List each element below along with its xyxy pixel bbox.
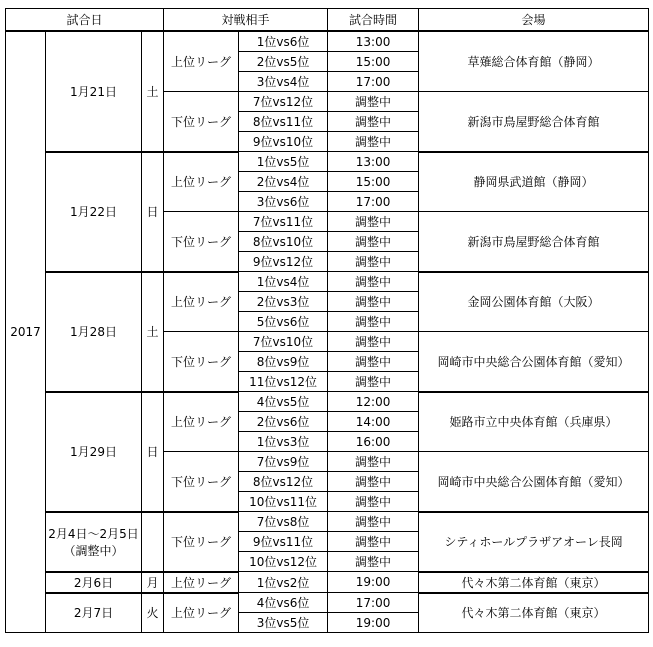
time-cell: 調整中: [328, 252, 419, 272]
matchup-cell: 10位vs11位: [239, 492, 328, 512]
time-cell: 調整中: [328, 372, 419, 392]
weekday-cell: 月: [142, 572, 164, 593]
matchup-cell: 1位vs2位: [239, 572, 328, 593]
time-cell: 調整中: [328, 512, 419, 532]
matchup-cell: 9位vs12位: [239, 252, 328, 272]
time-cell: 調整中: [328, 552, 419, 572]
venue-cell: 姫路市立中央体育館（兵庫県）: [419, 392, 649, 452]
weekday-cell: 土: [142, 272, 164, 392]
year-cell: 2017: [6, 31, 46, 633]
matchup-cell: 11位vs12位: [239, 372, 328, 392]
matchup-cell: 2位vs4位: [239, 172, 328, 192]
table-row: [6, 272, 649, 292]
league-cell: 下位リーグ: [164, 452, 239, 512]
time-cell: 調整中: [328, 532, 419, 552]
league-cell: 上位リーグ: [164, 152, 239, 212]
league-cell: 下位リーグ: [164, 512, 239, 572]
date-label: 2月7日: [73, 606, 114, 621]
weekday-cell: 火: [142, 593, 164, 633]
matchup-cell: 5位vs6位: [239, 312, 328, 332]
matchup-cell: 8位vs11位: [239, 112, 328, 132]
date-label: 2月4日～2月5日: [48, 526, 139, 541]
table-row: [6, 593, 649, 613]
table-row: [6, 512, 649, 532]
matchup-cell: 9位vs10位: [239, 132, 328, 152]
table-row: [6, 392, 649, 412]
weekday-cell: 日: [142, 152, 164, 272]
matchup-cell: 1位vs6位: [239, 31, 328, 52]
venue-cell: 岡崎市中央総合公園体育館（愛知）: [419, 332, 649, 392]
date-note: （調整中）: [63, 543, 124, 558]
time-cell: 調整中: [328, 352, 419, 372]
schedule-body: [6, 31, 649, 633]
matchup-cell: 4位vs6位: [239, 593, 328, 613]
matchup-cell: 3位vs4位: [239, 72, 328, 92]
time-cell: 調整中: [328, 92, 419, 112]
time-cell: 調整中: [328, 232, 419, 252]
time-cell: 19:00: [328, 613, 419, 633]
table-row: [6, 152, 649, 172]
matchup-cell: 2位vs5位: [239, 52, 328, 72]
matchup-cell: 8位vs10位: [239, 232, 328, 252]
date-cell: [46, 152, 142, 272]
matchup-cell: 1位vs3位: [239, 432, 328, 452]
weekday-cell: [142, 512, 164, 572]
matchup-cell: 3位vs6位: [239, 192, 328, 212]
matchup-cell: 7位vs11位: [239, 212, 328, 232]
venue-cell: 新潟市鳥屋野総合体育館: [419, 92, 649, 152]
league-cell: 上位リーグ: [164, 272, 239, 332]
time-cell: 17:00: [328, 72, 419, 92]
time-cell: 調整中: [328, 332, 419, 352]
time-cell: 19:00: [328, 572, 419, 593]
table-row: [6, 31, 649, 52]
weekday-cell: 日: [142, 392, 164, 512]
date-cell: [46, 272, 142, 392]
venue-cell: 新潟市鳥屋野総合体育館: [419, 212, 649, 272]
date-label: 1月29日: [70, 445, 117, 459]
time-cell: 13:00: [328, 152, 419, 172]
matchup-cell: 2位vs6位: [239, 412, 328, 432]
matchup-cell: 7位vs10位: [239, 332, 328, 352]
time-cell: 調整中: [328, 272, 419, 292]
matchup-cell: 1位vs5位: [239, 152, 328, 172]
league-cell: 下位リーグ: [164, 212, 239, 272]
header-venue: 会場: [419, 9, 649, 32]
date-cell: [46, 512, 142, 572]
venue-cell: 静岡県武道館（静岡）: [419, 152, 649, 212]
table-row: [6, 572, 649, 593]
date-cell: [46, 572, 142, 593]
time-cell: 調整中: [328, 212, 419, 232]
time-cell: 調整中: [328, 472, 419, 492]
time-cell: 13:00: [328, 31, 419, 52]
matchup-cell: 7位vs8位: [239, 512, 328, 532]
time-cell: 17:00: [328, 192, 419, 212]
time-cell: 14:00: [328, 412, 419, 432]
league-cell: 上位リーグ: [164, 593, 239, 633]
venue-cell: シティホールプラザアオーレ長岡: [419, 512, 649, 572]
venue-cell: 代々木第二体育館（東京）: [419, 593, 649, 633]
date-cell: [46, 392, 142, 512]
schedule-table: [5, 8, 649, 633]
venue-cell: 金岡公園体育館（大阪）: [419, 272, 649, 332]
time-cell: 調整中: [328, 492, 419, 512]
date-label: 1月28日: [70, 325, 117, 339]
league-cell: 下位リーグ: [164, 92, 239, 152]
matchup-cell: 7位vs9位: [239, 452, 328, 472]
header-row: [6, 9, 649, 32]
matchup-cell: 2位vs3位: [239, 292, 328, 312]
matchup-cell: 3位vs5位: [239, 613, 328, 633]
time-cell: 調整中: [328, 452, 419, 472]
header-time: 試合時間: [328, 9, 419, 32]
league-cell: 下位リーグ: [164, 332, 239, 392]
matchup-cell: 8位vs9位: [239, 352, 328, 372]
date-cell: [46, 593, 142, 633]
time-cell: 15:00: [328, 52, 419, 72]
date-label: 2月6日: [73, 575, 114, 590]
time-cell: 15:00: [328, 172, 419, 192]
league-cell: 上位リーグ: [164, 31, 239, 92]
time-cell: 調整中: [328, 132, 419, 152]
time-cell: 調整中: [328, 112, 419, 132]
header-matchup: 対戦相手: [164, 9, 328, 32]
weekday-cell: 土: [142, 31, 164, 152]
league-cell: 上位リーグ: [164, 572, 239, 593]
time-cell: 17:00: [328, 593, 419, 613]
matchup-cell: 4位vs5位: [239, 392, 328, 412]
venue-cell: 代々木第二体育館（東京）: [419, 572, 649, 593]
matchup-cell: 8位vs12位: [239, 472, 328, 492]
time-cell: 調整中: [328, 292, 419, 312]
time-cell: 12:00: [328, 392, 419, 412]
matchup-cell: 10位vs12位: [239, 552, 328, 572]
time-cell: 調整中: [328, 312, 419, 332]
matchup-cell: 9位vs11位: [239, 532, 328, 552]
matchup-cell: 1位vs4位: [239, 272, 328, 292]
date-label: 1月21日: [70, 84, 117, 99]
venue-cell: 岡崎市中央総合公園体育館（愛知）: [419, 452, 649, 512]
date-label: 1月22日: [70, 205, 117, 219]
league-cell: 上位リーグ: [164, 392, 239, 452]
header-date: 試合日: [6, 9, 164, 32]
matchup-cell: 7位vs12位: [239, 92, 328, 112]
time-cell: 16:00: [328, 432, 419, 452]
venue-cell: 草薙総合体育館（静岡）: [419, 31, 649, 92]
date-cell: [46, 31, 142, 152]
